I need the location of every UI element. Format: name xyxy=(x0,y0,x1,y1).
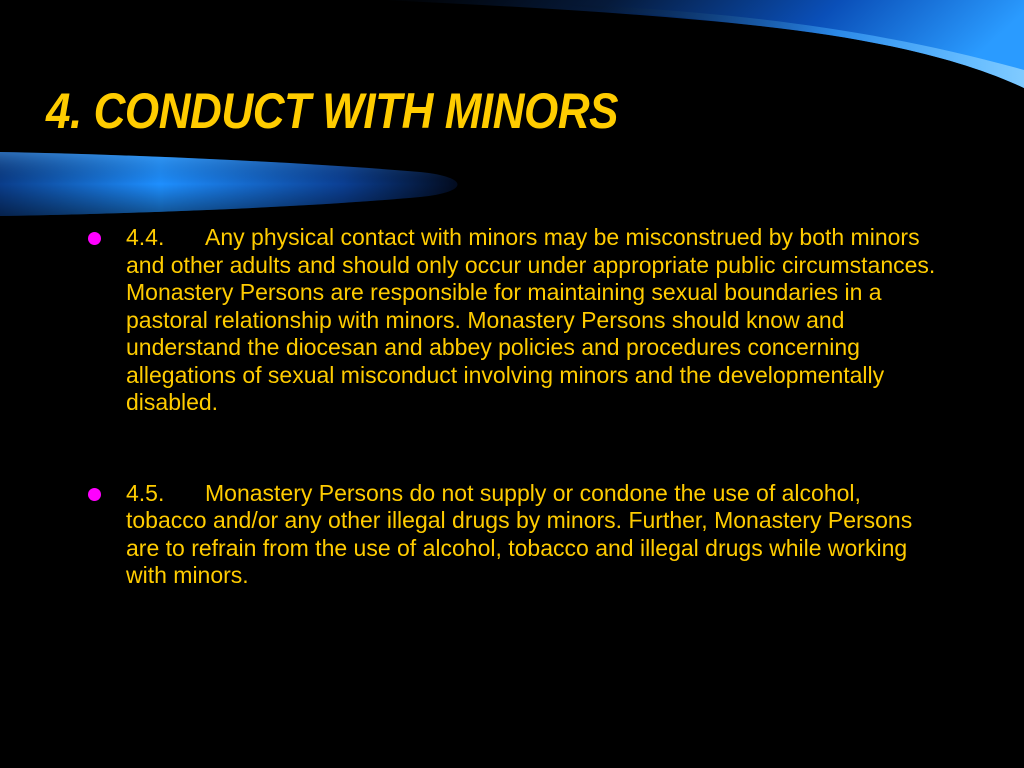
bullet-text: Any physical contact with minors may be misconstrued by both minors and other adults and should only occur under appropriate public circumstances. Monastery Persons are responsible for maintaining sexual boundaries in a pastoral relationship with minors. Monastery Persons should know and understand the diocesan and abbey policies and procedures concerning allegations of sexual misconduct involving minors and the developmentally disabled. xyxy=(126,224,936,415)
bullet-number: 4.5. xyxy=(126,479,165,506)
bullet-list xyxy=(84,224,944,590)
slide-title: 4. CONDUCT WITH MINORS xyxy=(46,83,619,139)
bullet-dot-icon xyxy=(88,488,101,501)
bullet-item-4-5 xyxy=(84,480,944,590)
bullet-item-4-4 xyxy=(84,224,944,417)
bullet-dot-icon xyxy=(88,232,101,245)
bullet-text: Monastery Persons do not supply or condone the use of alcohol, tobacco and/or any other illegal drugs by minors. Further, Monastery Persons are to refrain from the use of alcohol, tobacco and illegal drugs while working with minors. xyxy=(126,479,913,588)
bullet-number: 4.4. xyxy=(126,224,165,250)
